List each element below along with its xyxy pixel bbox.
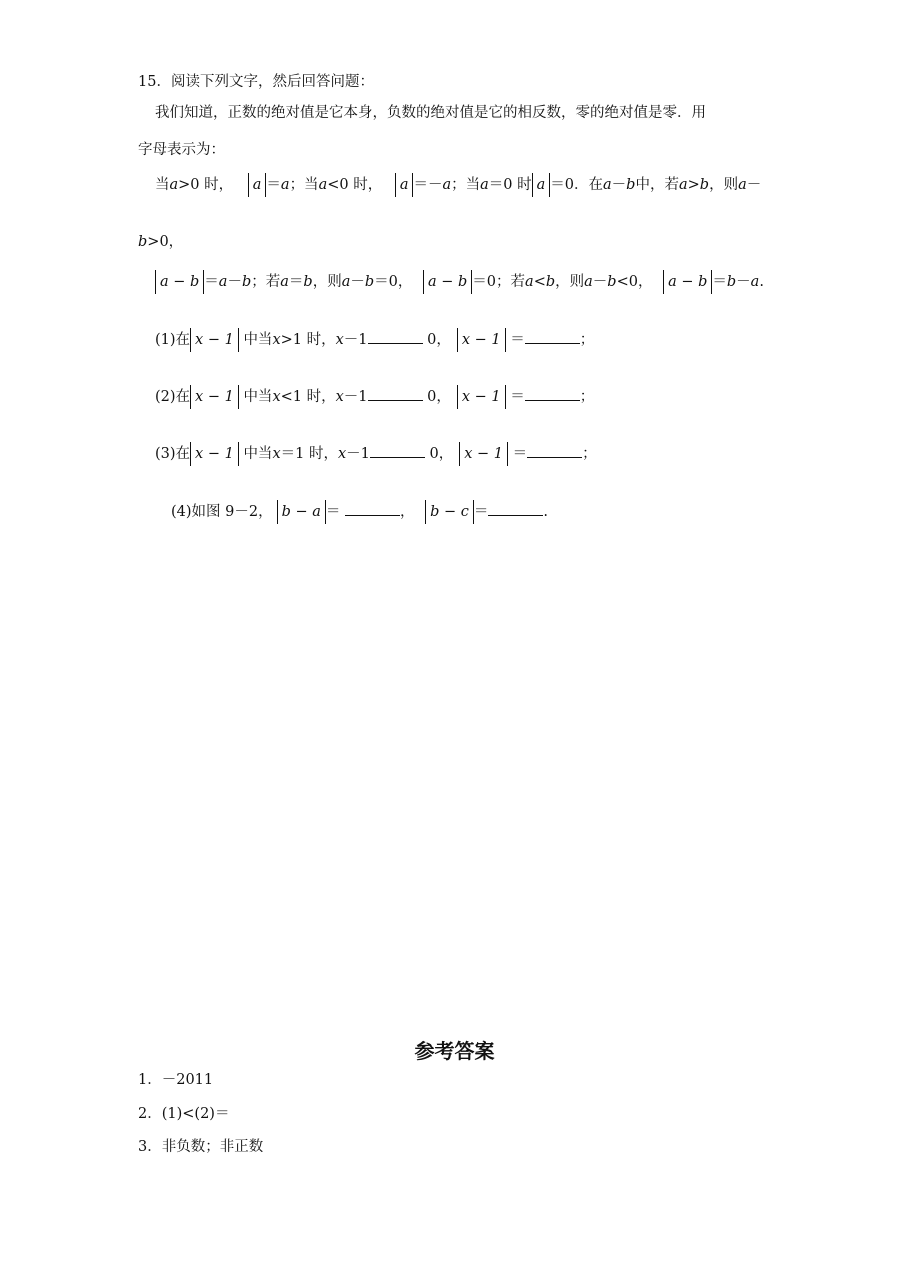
question-header — [138, 72, 374, 92]
var-a: a — [750, 274, 760, 290]
text: ＝ — [288, 274, 304, 290]
answer-blank[interactable] — [525, 388, 580, 401]
answer-blank[interactable] — [368, 331, 423, 344]
var-a: a — [169, 177, 179, 193]
text: (1)在 — [155, 332, 191, 348]
var-b: b — [545, 274, 556, 290]
text: ； — [579, 332, 595, 348]
text: － — [736, 274, 751, 290]
text: ＝ — [510, 389, 525, 405]
text: ；若 — [251, 274, 281, 290]
text: － — [746, 177, 762, 193]
var-a: a — [442, 177, 452, 193]
text: ，则 — [555, 274, 585, 290]
text: ，则 — [312, 274, 342, 290]
var-a: a — [525, 274, 534, 290]
var-a: a — [678, 177, 688, 193]
text: 当 — [155, 177, 170, 193]
abs-a: a — [395, 173, 414, 197]
text: >0 时， — [178, 177, 234, 193]
text: 0， — [429, 446, 454, 462]
intro-line-1: 我们知道，正数的绝对值是它本身，负数的绝对值是它的相反数，零的绝对值是零．用 — [155, 105, 706, 121]
text: － — [611, 177, 627, 193]
answer-item-2: 2．(1)<(2)＝ — [138, 1106, 230, 1122]
abs-a: a — [248, 173, 267, 197]
var-x: x — [335, 332, 344, 348]
var-a: a — [218, 274, 228, 290]
abs-a-minus-b: a − b — [423, 270, 472, 294]
var-a: a — [603, 177, 612, 193]
text: ＝ — [510, 332, 525, 348]
text: >1 时， — [280, 332, 336, 348]
text: 中，若 — [635, 177, 679, 193]
var-x: x — [272, 332, 281, 348]
var-b: b — [626, 177, 636, 193]
var-x: x — [272, 389, 281, 405]
definition-continuation — [138, 232, 183, 252]
abs-b-minus-a: b − a — [277, 500, 326, 524]
abs-x-minus-1: x − 1 — [457, 328, 506, 352]
var-b: b — [138, 234, 148, 250]
var-b: b — [699, 177, 710, 193]
text: 中当 — [243, 332, 273, 348]
var-a: a — [318, 177, 328, 193]
text: ＝ — [204, 274, 219, 290]
text: >0， — [147, 234, 184, 250]
answer-blank[interactable] — [370, 445, 425, 458]
text: ；当 — [289, 177, 319, 193]
var-a: a — [738, 177, 747, 193]
var-b: b — [726, 274, 737, 290]
text: ＝0；若 — [472, 274, 526, 290]
sub-question-4 — [171, 500, 548, 524]
text: ； — [582, 446, 597, 462]
text: ， — [400, 504, 415, 520]
intro-line-2: 字母表示为： — [138, 142, 225, 158]
text: ＝ — [325, 504, 341, 520]
text: ＝0， — [374, 274, 413, 290]
text: ＝ — [512, 446, 528, 462]
text: ； — [579, 389, 595, 405]
text: －1 — [343, 332, 368, 348]
text: <1 时， — [280, 389, 336, 405]
text: ＝0．在 — [550, 177, 604, 193]
answer-blank[interactable] — [527, 445, 582, 458]
var-b: b — [607, 274, 617, 290]
answer-blank[interactable] — [368, 388, 423, 401]
answer-item-1: 1．－2011 — [138, 1072, 214, 1088]
answers-title: 参考答案 — [414, 1039, 495, 1063]
var-a: a — [341, 274, 351, 290]
text: ＝ — [266, 177, 281, 193]
text: 0， — [427, 332, 451, 348]
var-b: b — [303, 274, 313, 290]
text: 中当 — [243, 389, 273, 405]
text: (2)在 — [155, 389, 191, 405]
question-prompt: 阅读下列文字，然后回答问题： — [170, 74, 374, 90]
text: － — [227, 274, 242, 290]
answer-item-3: 3．非负数；非正数 — [138, 1139, 264, 1155]
answer-blank[interactable] — [488, 503, 543, 516]
difference-line — [155, 270, 764, 294]
abs-x-minus-1: x − 1 — [190, 385, 239, 409]
text: － — [592, 274, 608, 290]
var-a: a — [480, 177, 489, 193]
answer-blank[interactable] — [345, 503, 400, 516]
var-x: x — [337, 446, 347, 462]
var-a: a — [280, 177, 290, 193]
sub-question-2 — [155, 385, 594, 409]
abs-x-minus-1: x − 1 — [190, 442, 239, 466]
sub-question-1 — [155, 328, 594, 352]
abs-x-minus-1: x − 1 — [190, 328, 239, 352]
text: ＝ — [712, 274, 727, 290]
abs-a: a — [532, 173, 551, 197]
var-a: a — [280, 274, 289, 290]
var-x: x — [272, 446, 281, 462]
text: (3)在 — [155, 446, 191, 462]
text: ，则 — [709, 177, 739, 193]
text: 0， — [427, 389, 451, 405]
text: ＝ — [473, 504, 489, 520]
text: －1 — [343, 389, 368, 405]
text: > — [687, 177, 700, 193]
text: 中当 — [243, 446, 273, 462]
text: ＝0 时 — [488, 177, 532, 193]
abs-x-minus-1: x − 1 — [459, 442, 508, 466]
text: ＝－ — [413, 177, 443, 193]
text: <0 时， — [327, 177, 383, 193]
text: . — [759, 274, 764, 290]
question-number: 15． — [138, 74, 171, 90]
var-b: b — [364, 274, 375, 290]
text: (4)如图 9－2， — [171, 504, 273, 520]
text: . — [543, 504, 549, 520]
abs-b-minus-c: b − c — [425, 500, 474, 524]
text: <0， — [616, 274, 653, 290]
text: ＝1 时， — [280, 446, 338, 462]
var-a: a — [584, 274, 593, 290]
text: < — [533, 274, 546, 290]
abs-a-minus-b: a − b — [155, 270, 204, 294]
sub-question-3 — [155, 442, 597, 466]
definition-line — [155, 173, 761, 197]
var-b: b — [241, 274, 252, 290]
text: －1 — [346, 446, 370, 462]
var-x: x — [335, 389, 344, 405]
abs-a-minus-b: a − b — [663, 270, 712, 294]
answer-blank[interactable] — [525, 331, 580, 344]
abs-x-minus-1: x − 1 — [457, 385, 506, 409]
text: ；当 — [451, 177, 481, 193]
text: － — [350, 274, 365, 290]
